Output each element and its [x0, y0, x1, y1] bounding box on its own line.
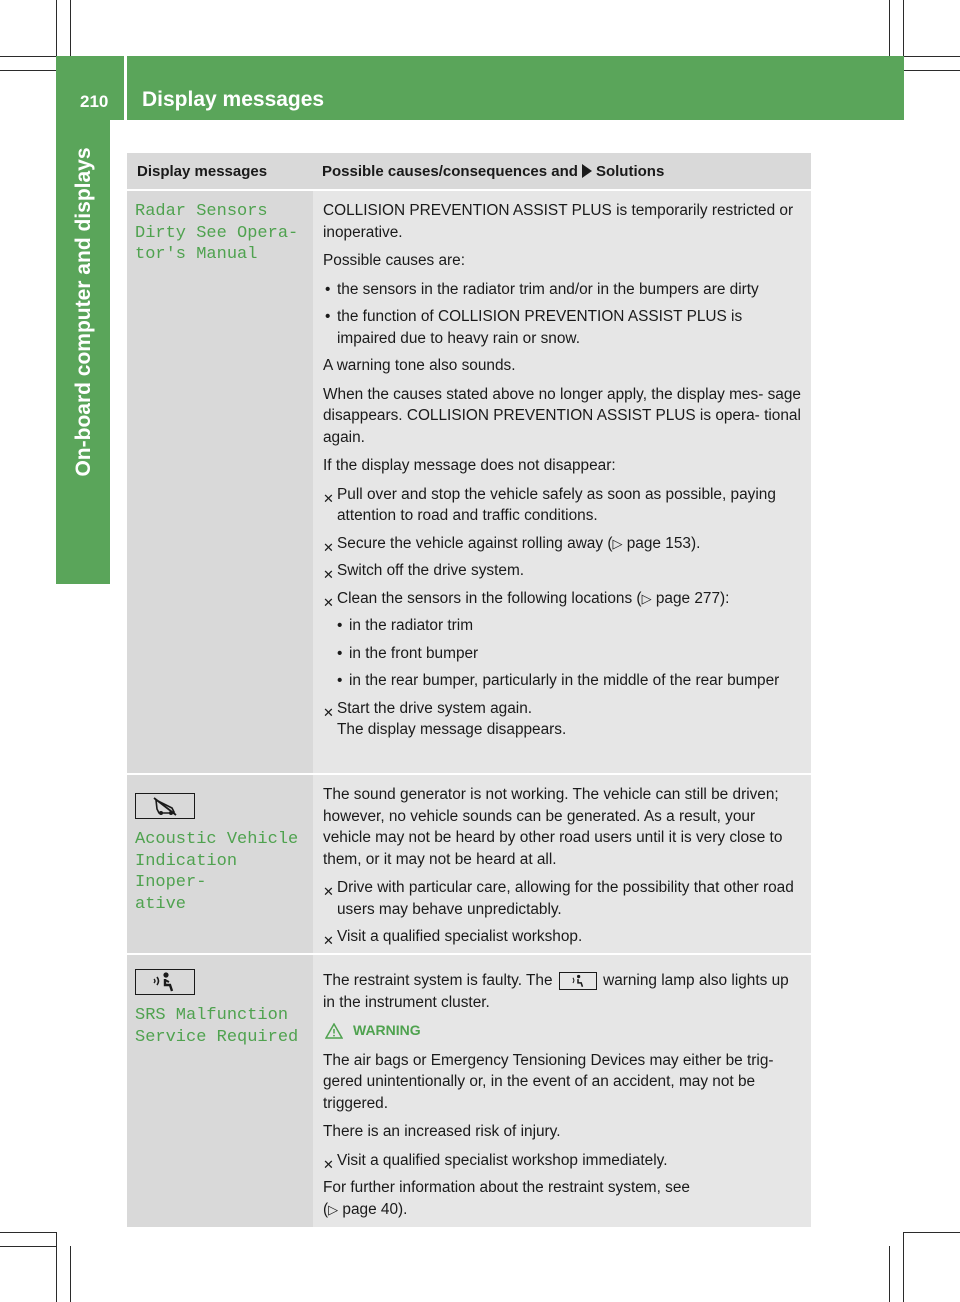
seated-person-airbag-icon — [135, 969, 195, 995]
section-title: Display messages — [142, 88, 325, 111]
action-arrow-icon: ✕ — [323, 594, 334, 610]
action-step: ✕ Visit a qualified specialist workshop. — [323, 926, 803, 948]
crop-mark — [70, 1246, 71, 1302]
result-text: The display message disappears. — [337, 721, 567, 738]
warning-triangle-icon — [325, 1023, 343, 1039]
action-arrow-icon: ✕ — [323, 704, 334, 720]
display-message-text: SRS Malfunction Service Required — [135, 1006, 299, 1047]
crop-mark — [0, 56, 56, 57]
page-number: 210 — [80, 92, 109, 111]
solution-arrow-icon — [582, 164, 592, 178]
action-arrow-icon: ✕ — [323, 490, 334, 506]
muted-speaker-car-icon — [135, 793, 195, 819]
action-arrow-icon: ✕ — [323, 539, 334, 555]
crop-mark — [889, 1246, 890, 1302]
table-header — [127, 153, 811, 189]
display-message-text: Radar Sensors Dirty See Opera‐ tor's Manual — [135, 202, 299, 264]
list-item: • in the front bumper — [323, 643, 803, 665]
warning-label: WARNING — [353, 1022, 421, 1038]
list-item: • the sensors in the radiator trim and/or in the bumpers are dirty — [323, 279, 803, 301]
page-ref-icon: ▷ — [641, 590, 652, 606]
crop-mark — [56, 1232, 57, 1302]
action-arrow-icon: ✕ — [323, 567, 334, 582]
solution-cell: COLLISION PREVENTION ASSIST PLUS is temporarily restricted or inoperative. Possible causes are: • the sensors in the radiator trim and/or in the bumpers are dirty • the function of COLLISION PREVENTION ASSIST PLUS is impaired due to heavy rain or snow. A warning tone also sounds. When the causes stated above no longer apply, the display mes‐ sage disappears. COLLISION PREVENTION ASSIST PLUS is opera‐ tional again. If the display message does not disappear: ✕ Pull over and stop the vehicle safely as soon as possible, paying attention to road and traffic conditions. ✕ Secure the vehicle against rolling away (▷ page 153). ✕ Switch off the drive system. ✕ Clean the sensors in the following locations (▷ page 277): • in the radiator trim • in the front bumper • in the rear bumper, particularly in the middle of the rear bumper ✕ Start the drive system again. The display message disappears. — [313, 191, 811, 773]
header-causes-solutions: Possible causes/consequences and Solutions — [322, 162, 665, 180]
list-item: • the function of COLLISION PREVENTION ASSIST PLUS is impaired due to heavy rain or snow. — [323, 306, 803, 349]
table-row — [127, 953, 811, 1227]
table-row — [127, 773, 811, 953]
solution-cell: The restraint system is faulty. The warning lamp also lights up in the instrument cluster. WARNING The air bags or Emergency Tensioning Devices may either be trig‐ gered unintentionally or, in the event of an accident, may not be triggered. There is an increased risk of injury. ✕ Visit a qualified specialist workshop immediately. For further information about the restraint system, see (▷ page 40). — [313, 955, 811, 1227]
action-step: ✕ Start the drive system again. — [323, 698, 803, 720]
header-divider — [124, 56, 127, 120]
display-message-text: Acoustic Vehicle Indication Inoper‐ ative — [135, 830, 299, 914]
action-step: ✕ Drive with particular care, allowing for the possibility that other road users may behave unpredictably. — [323, 879, 794, 918]
crop-mark — [0, 1232, 56, 1233]
action-step: ✕ Switch off the drive system. — [323, 560, 803, 582]
action-step: ✕ Secure the vehicle against rolling away (▷ page 153). — [323, 533, 803, 555]
header-display-messages: Display messages — [137, 162, 268, 180]
message-cell — [127, 191, 313, 773]
list-item: • in the radiator trim — [323, 615, 803, 637]
page-link[interactable]: page 153). — [626, 534, 701, 552]
warning-notice — [325, 1020, 803, 1042]
crop-mark — [903, 0, 904, 56]
message-cell — [127, 955, 313, 1227]
action-step: ✕ Clean the sensors in the following locations (▷ page 277): — [323, 588, 803, 610]
action-step: ✕ Visit a qualified specialist workshop immediately. — [323, 1150, 803, 1172]
side-tab-label: On-board computer and displays — [72, 147, 95, 477]
solution-cell: The sound generator is not working. The vehicle can still be driven; however, no vehicle sounds can be generated. As a result, your vehicle may not be heard by other road users until it is very close to them, or it may not be heard at all. ✕ Drive with particular care, allowing for the possibility that other road users may behave unpredictably. ✕ Visit a qualified specialist workshop. — [313, 775, 811, 953]
airbag-warning-lamp-icon — [559, 972, 597, 990]
page-link[interactable]: page 277): — [655, 589, 730, 607]
page-ref-icon: ▷ — [612, 535, 623, 551]
action-arrow-icon: ✕ — [323, 1156, 334, 1172]
action-step: ✕ Pull over and stop the vehicle safely as soon as possible, paying attention to road and traffic conditions. — [323, 485, 776, 524]
message-cell — [127, 775, 313, 953]
display-messages-table — [127, 153, 811, 1227]
page-ref-icon: ▷ — [328, 1201, 339, 1217]
list-item: • in the rear bumper, particularly in the middle of the rear bumper — [323, 670, 803, 692]
crop-mark — [903, 1232, 904, 1302]
crop-mark — [56, 0, 57, 56]
action-arrow-icon: ✕ — [323, 884, 334, 899]
crop-mark — [0, 1246, 56, 1247]
table-row — [127, 189, 811, 773]
action-arrow-icon: ✕ — [323, 933, 334, 948]
page-link[interactable]: page 40). — [342, 1200, 408, 1218]
crop-mark — [903, 1232, 960, 1233]
crop-mark — [903, 56, 960, 57]
